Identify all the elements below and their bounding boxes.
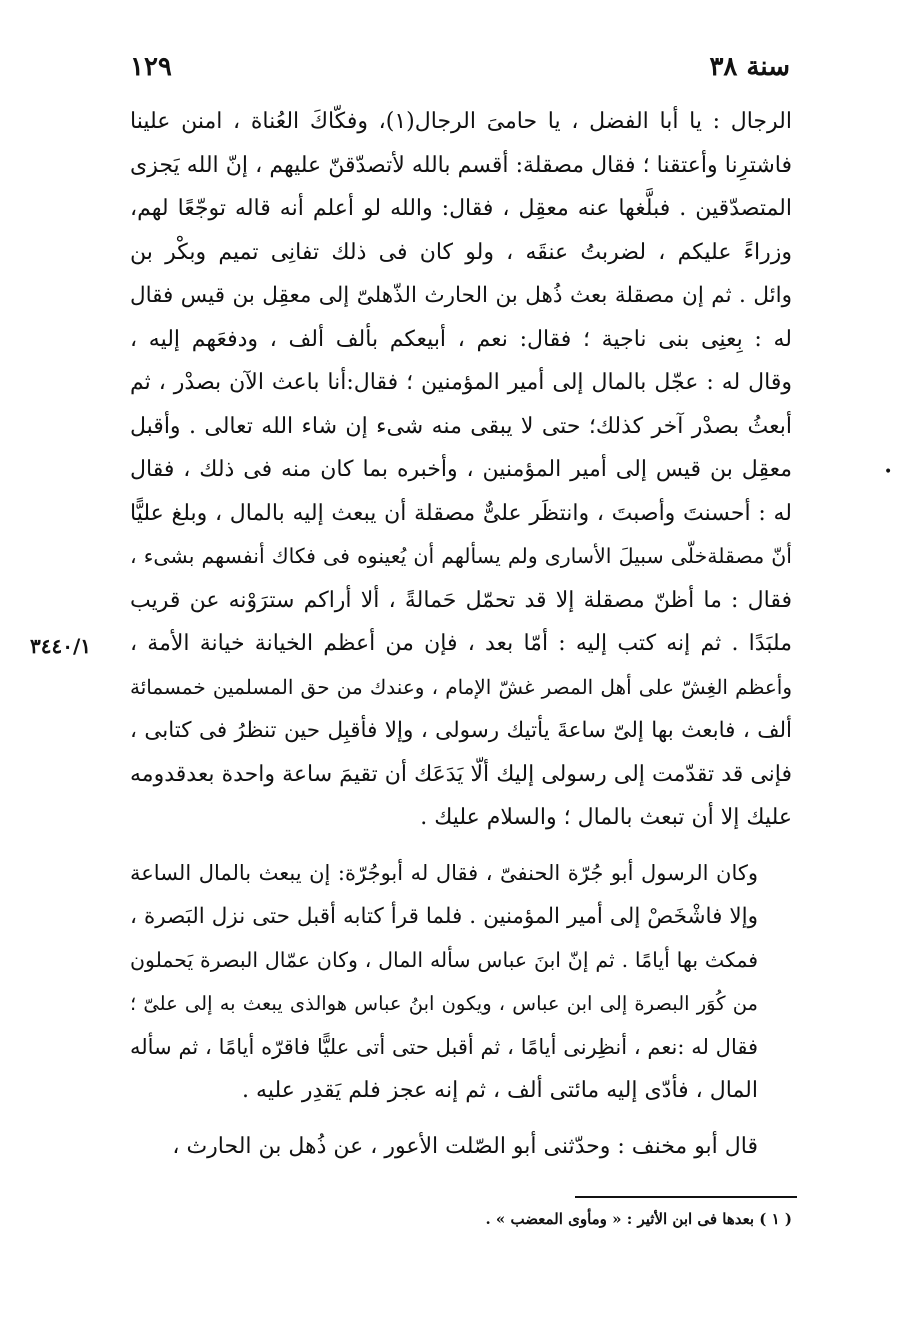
text-line: وائل . ثم إن مصقلة بعث ذُهل بن الحارث الذّهلىّ إلى معقِل بن قيس فقال bbox=[130, 283, 792, 308]
page-number: ١٢٩ bbox=[130, 52, 172, 82]
text-line: وزراءً عليكم ، لضربتُ عنقَه ، ولو كان فى ذلك تفانِى تميم وبكْر بن bbox=[130, 239, 792, 265]
text-line: له : بِعنِى بنى ناجية ؛ فقال: نعم ، أبيعكم بألف ألف ، ودفعَهم إليه ، bbox=[130, 326, 792, 352]
text-line: أبعثُ بصدْر آخر كذلك؛ حتى لا يبقى منه شىء إن شاء الله تعالى . وأقبل bbox=[130, 413, 792, 439]
margin-dot: • bbox=[884, 464, 893, 480]
text-line: المال ، فأدّى إليه مائتى ألف ، ثم إنه عجز فلم يَقدِر عليه . bbox=[242, 1078, 758, 1103]
text-line: عليك إلا أن تبعث بالمال ؛ والسلام عليك . bbox=[420, 805, 792, 830]
text-line: ملبَدًا . ثم إنه كتب إليه : أمّا بعد ، فإن من أعظم الخيانة خيانة الأمة ، bbox=[130, 631, 792, 656]
text-line: ألف ، فابعث بها إلىّ ساعةَ يأتيك رسولى ، وإلا فأقبِل حين تنظرُ فى كتابى ، bbox=[130, 718, 792, 743]
text-line: فإنى قد تقدّمت إلى رسولى إليك ألّا يَدَعَك أن تقيمَ ساعة واحدة بعدقدومه bbox=[130, 761, 792, 787]
text-line: له : أحسنتَ وأصبتَ ، وانتظَر علىٌّ مصقلة أن يبعث إليه بالمال ، وبلغ عليًّا bbox=[130, 500, 792, 526]
body-text bbox=[130, 100, 792, 1168]
text-line: معقِل بن قيس إلى أمير المؤمنين ، وأخبره بما كان منه فى ذلك ، فقال bbox=[130, 457, 792, 482]
text-line: فاشترِنا وأعتقنا ؛ فقال مصقلة: أقسم بالله لأتصدّقنّ عليهم ، إنّ الله يَجزى bbox=[130, 152, 792, 178]
text-line: فقال له :نعم ، أنظِرنى أيامًا ، ثم أقبل حتى أتى عليًّا فاقرّه أيامًا ، ثم سأله bbox=[130, 1034, 758, 1059]
text-line: الرجال : يا أبا الفضل ، يا حامىَ الرجال(١)، وفكّاكَ العُناة ، امنن علينا bbox=[130, 109, 792, 134]
running-head: سنة ٣٨ bbox=[709, 52, 790, 82]
text-line: وكان الرسول أبو جُرّة الحنفىّ ، فقال له أبوجُرّة: إن يبعث بالمال الساعة bbox=[130, 860, 758, 885]
paragraph bbox=[130, 100, 792, 840]
paragraph bbox=[130, 852, 792, 1113]
text-line: المتصدّقين . فبلَّغها عنه معقِل ، فقال: والله لو أعلم أنه قاله توجّعًا لهم، bbox=[130, 196, 792, 221]
text-line: فقال : ما أظنّ مصقلة إلا قد تحمّل حَمالةً ، ألا أراكم سترَوْنه عن قريب bbox=[130, 587, 792, 613]
text-line: فمكث بها أيامًا . ثم إنّ ابنَ عباس سأله المال ، وكان عمّال البصرة يَحملون bbox=[130, 947, 758, 972]
text-line: وإلا فاشْخَصْ إلى أمير المؤمنين . فلما قرأ كتابه أقبل حتى نزل البَصرة ، bbox=[130, 904, 758, 929]
footnote-rule bbox=[575, 1196, 797, 1198]
footnote: ( ١ ) بعدها فى ابن الأثير : « ومأوى المعضب » . bbox=[485, 1210, 792, 1228]
margin-reference-number: ٣٤٤٠/١ bbox=[30, 634, 92, 658]
text-line: وقال له : عجّل بالمال إلى أمير المؤمنين ؛ فقال:أنا باعث الآن بصدْر ، ثم bbox=[130, 370, 792, 395]
text-line: من كُوَر البصرة إلى ابن عباس ، ويكون ابنُ عباس هوالذى يبعث به إلى علىّ ؛ bbox=[130, 992, 758, 1015]
text-line: وأعظم الغِشّ على أهل المصر غشّ الإمام ، وعندك من حق المسلمين خمسمائة bbox=[130, 674, 792, 699]
text-line: أنّ مصقلةخلّى سبيلَ الأسارى ولم يسألهم أن يُعينوه فى فكاك أنفسهم بشىء ، bbox=[130, 544, 792, 568]
text-line: قال أبو مخنف : وحدّثنى أبو الصّلت الأعور ، عن ذُهل بن الحارث ، bbox=[172, 1133, 758, 1159]
page-header bbox=[130, 52, 790, 92]
paragraph bbox=[130, 1125, 792, 1169]
